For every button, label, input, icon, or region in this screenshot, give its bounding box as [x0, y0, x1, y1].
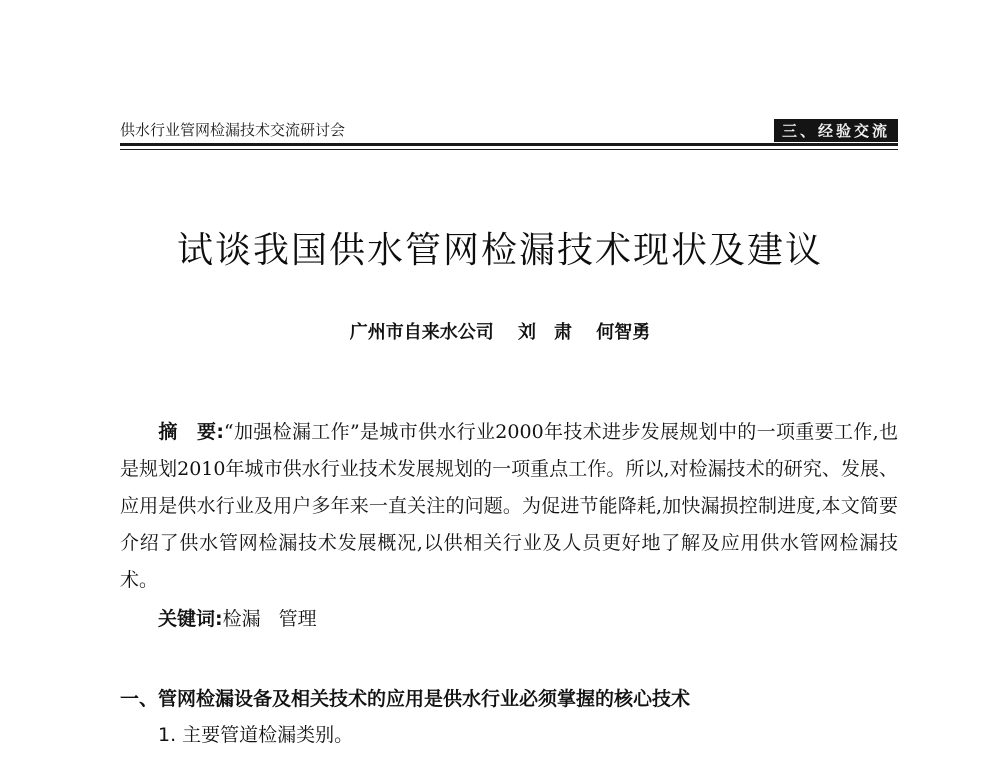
abstract [120, 414, 898, 599]
affiliation: 广州市自来水公司 [349, 322, 494, 343]
subsection-heading: 1. 主要管道检漏类别。 [158, 724, 354, 746]
author-name: 刘 肃 [518, 322, 572, 343]
section-tag: 三、经验交流 [774, 119, 898, 142]
author-name: 何智勇 [596, 322, 651, 343]
author-line [0, 318, 1000, 344]
section-heading: 一、管网检漏设备及相关技术的应用是供水行业必须掌握的核心技术 [120, 688, 691, 710]
running-header [120, 114, 898, 146]
paper-title: 试谈我国供水管网检漏技术现状及建议 [176, 230, 823, 271]
abstract-label: 摘 要: [158, 421, 224, 443]
abstract-text: “加强检漏工作”是城市供水行业2000年技术进步发展规划中的一项重要工作,也是规划2010年城市供水行业技术发展规划的一项重点工作。所以,对检漏技术的研究、发展、应用是供水行业及用户多年来一直关注的问题。为促进节能降耗,加快漏损控制进度,本文简要介绍了供水管网检漏技术发展概况,以供相关行业及人员更好地了解及应用供水管网检漏技术。 [120, 421, 898, 591]
conference-name: 供水行业管网检漏技术交流研讨会 [120, 121, 346, 139]
header-rule-thin [120, 149, 898, 150]
keywords [158, 604, 335, 631]
keyword: 检漏 [222, 608, 261, 630]
keywords-label: 关键词: [158, 608, 223, 630]
header-rule [120, 143, 898, 146]
keyword: 管理 [278, 608, 317, 630]
